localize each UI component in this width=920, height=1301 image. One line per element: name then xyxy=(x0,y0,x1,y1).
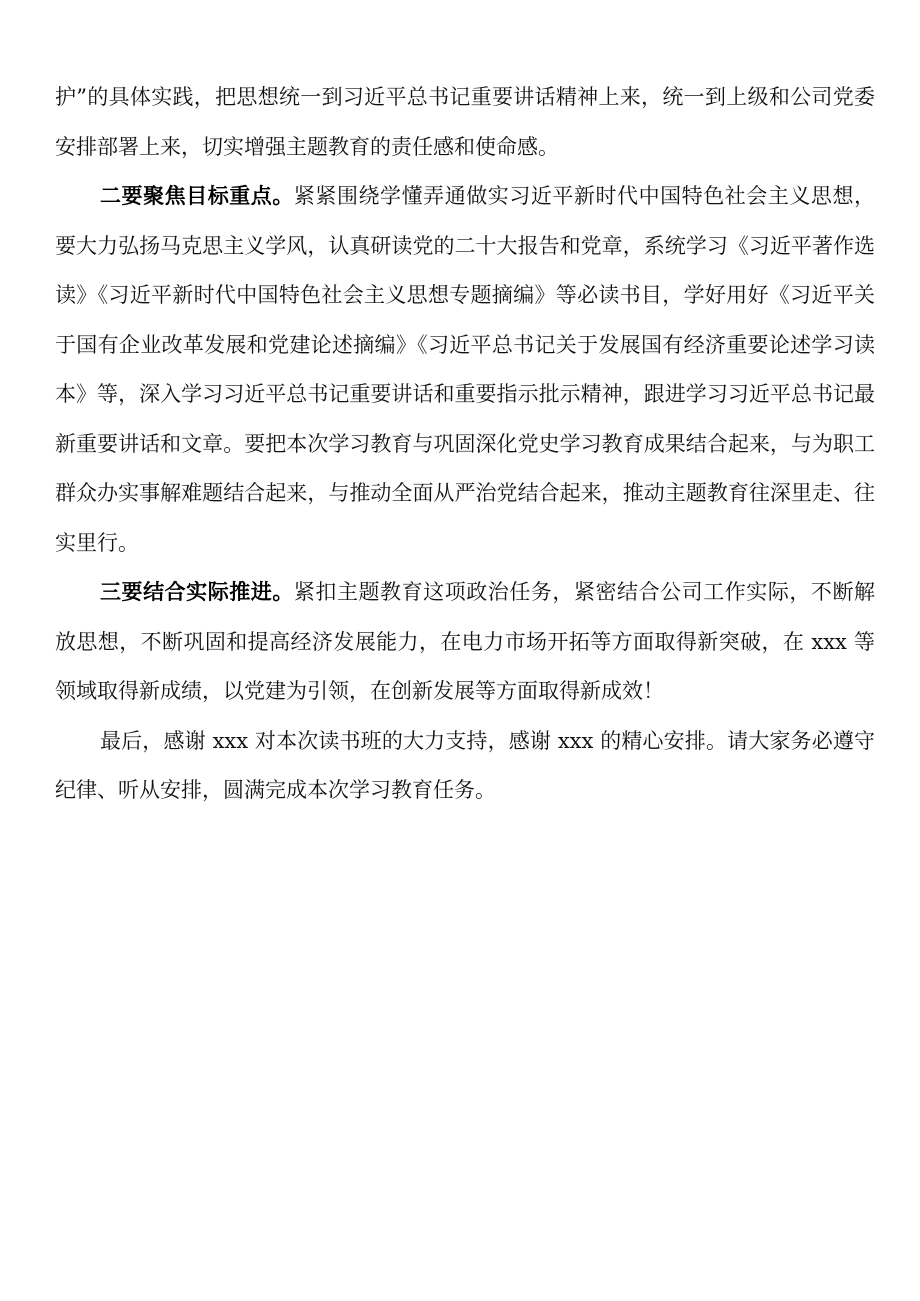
paragraph-focus-goals xyxy=(55,172,875,568)
paragraph-text: 紧紧围绕学懂弄通做实习近平新时代中国特色社会主义思想，要大力弘扬马克思主义学风，认真研读党的二十大报告和党章，系统学习《习近平著作选读》《习近平新时代中国特色社会主义思想专题摘编》等必读书目，学好用好《习近平关于国有企业改革发展和党建论述摘编》《习近平总书记关于发展国有经济重要论述学习读本》等，深入学习习近平总书记重要讲话和重要指示批示精神，跟进学习习近平总书记最新重要讲话和文章。要把本次学习教育与巩固深化党史学习教育成果结合起来，与为职工群众办实事解难题结合起来，与推动全面从严治党结合起来，推动主题教育往深里走、往实里行。 xyxy=(55,184,876,555)
paragraph-continuation xyxy=(55,73,875,172)
paragraph-closing xyxy=(55,717,875,816)
paragraph-text: 护”的具体实践，把思想统一到习近平总书记重要讲话精神上来，统一到上级和公司党委安排部署上来，切实增强主题教育的责任感和使命感。 xyxy=(55,85,875,159)
paragraph-text: 最后，感谢 xxx 对本次读书班的大力支持，感谢 xxx 的精心安排。请大家务必遵守纪律、听从安排，圆满完成本次学习教育任务。 xyxy=(55,728,875,802)
paragraph-heading: 三要结合实际推进。 xyxy=(100,580,294,604)
paragraph-heading: 二要聚焦目标重点。 xyxy=(100,184,294,208)
paragraph-text: 紧扣主题教育这项政治任务，紧密结合公司工作实际，不断解放思想，不断巩固和提高经济发展能力，在电力市场开拓等方面取得新突破，在 xxx 等领域取得新成绩，以党建为引领，在创新发展等方面取得新成效！ xyxy=(55,580,876,703)
document-body xyxy=(55,73,875,816)
paragraph-combine-practice xyxy=(55,568,875,717)
